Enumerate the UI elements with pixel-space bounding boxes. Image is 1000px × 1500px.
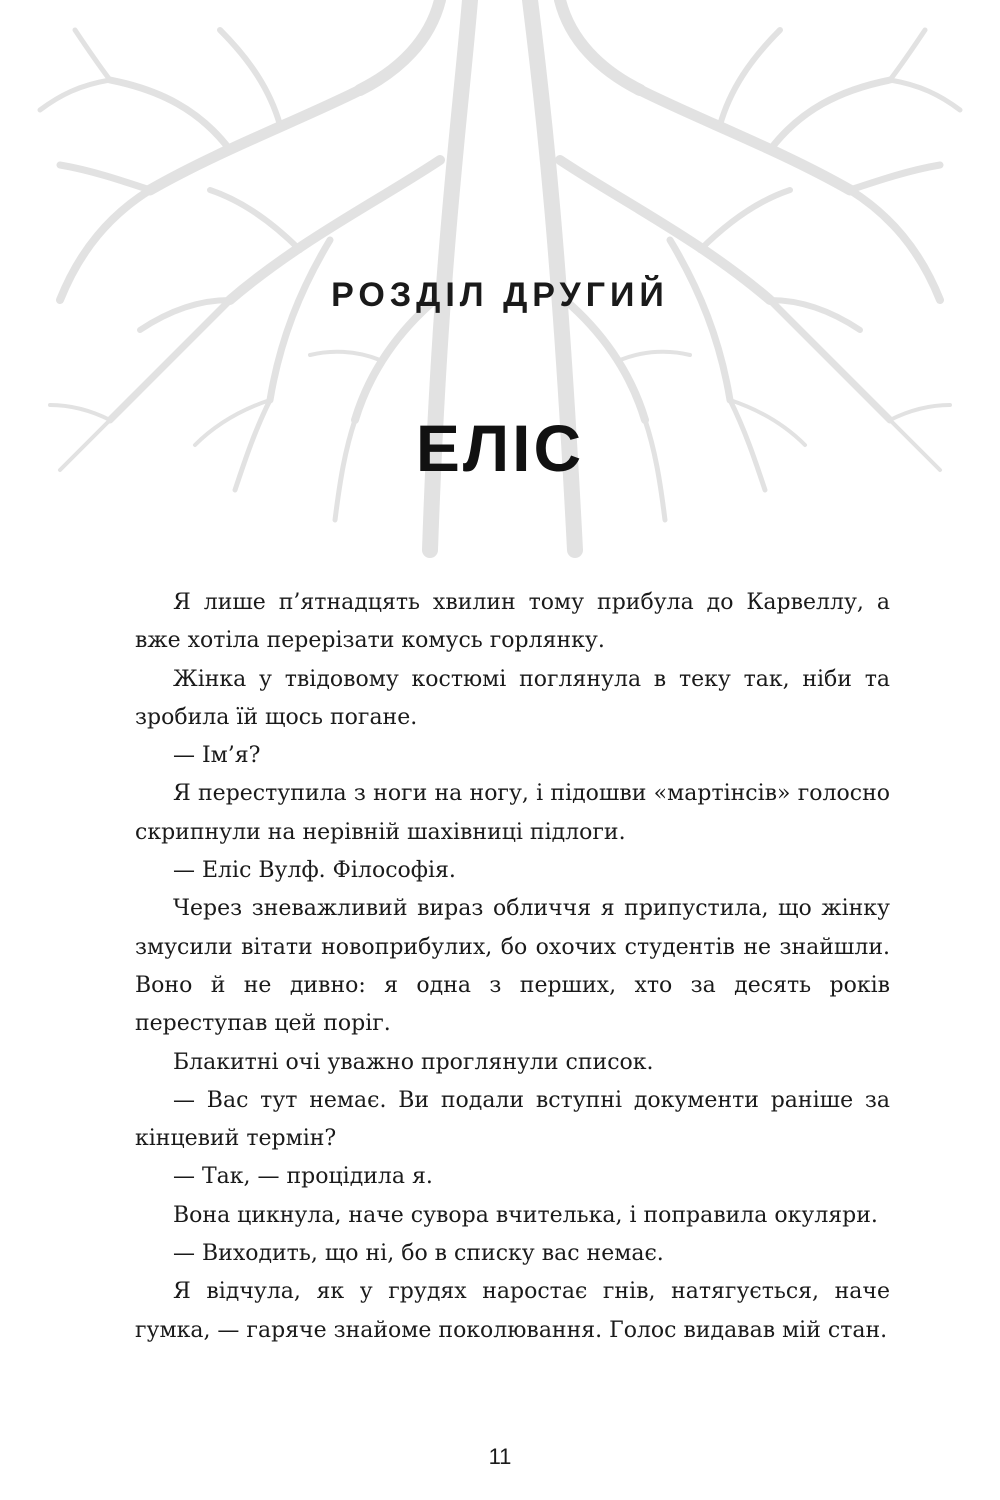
paragraph: — Еліс Вулф. Філософія.: [173, 858, 456, 884]
paragraph: Жінка у твідовому костюмі поглянула в теку так, ніби та зробила їй щось погане.: [135, 666, 890, 730]
paragraph: — Так, — процідила я.: [173, 1164, 433, 1190]
chapter-title: ЕЛІС: [415, 411, 585, 485]
paragraph: Блакитні очі уважно проглянули список.: [173, 1049, 654, 1075]
paragraph: Через зневажливий вираз обличчя я припустила, що жінку змусили вітати новоприбулих, бо охочих студентів не знайшли. Воно й не дивно: я одна з перших, хто за десять років переступав цей поріг.: [135, 896, 890, 1037]
paragraph: — Виходить, що ні, бо в списку вас немає.: [173, 1241, 664, 1267]
paragraph: Я лише п’ятнадцять хвилин тому прибула до Карвеллу, а вже хотіла перерізати комусь горлянку.: [135, 590, 890, 654]
paragraph: Вона цикнула, наче сувора вчителька, і поправила окуляри.: [173, 1202, 878, 1228]
paragraph: — Вас тут немає. Ви подали вступні документи раніше за кінцевий термін?: [135, 1087, 890, 1152]
chapter-body: [135, 584, 890, 1350]
chapter-number: РОЗДІЛ ДРУГИЙ: [331, 276, 669, 314]
paragraph: Я відчула, як у грудях наростає гнів, натягується, наче гумка, — гаряче знайоме поколювання. Голос видавав мій стан.: [135, 1279, 890, 1343]
page-number: 11: [488, 1444, 512, 1469]
paragraph: Я переступила з ноги на ногу, і підошви «мартінсів» голосно скрипнули на нерівній шахівниці підлоги.: [135, 781, 890, 845]
paragraph: — Ім’я?: [173, 743, 261, 769]
